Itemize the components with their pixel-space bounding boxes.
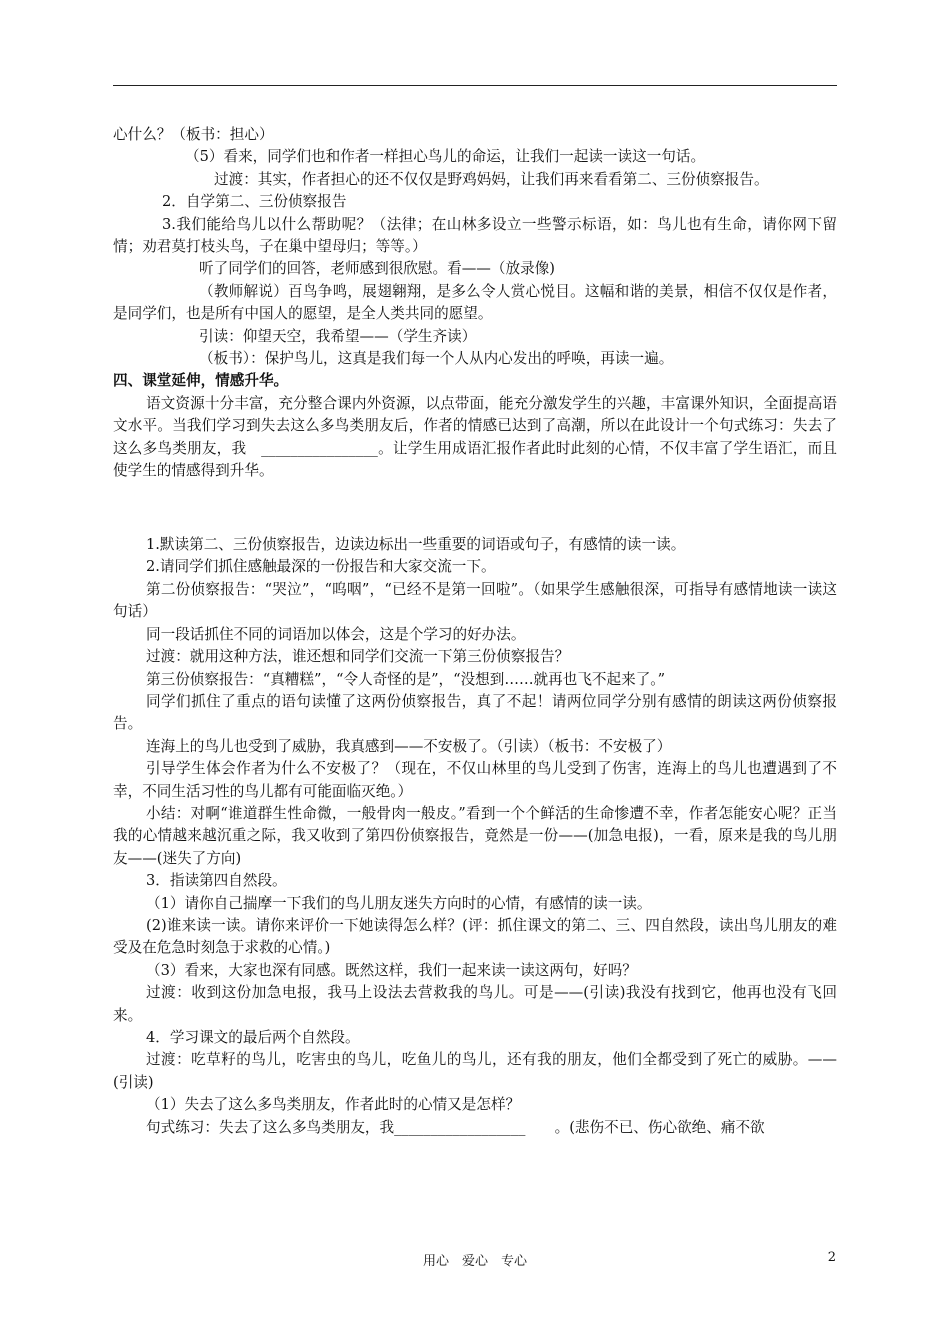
blank-line xyxy=(113,497,837,519)
section-heading: 四、课堂延伸，情感升华。 xyxy=(113,372,289,390)
paragraph: （1）失去了这么多鸟类朋友，作者此时的心情又是怎样？ xyxy=(146,1096,521,1114)
footer-motto: 用心 爱心 专心 xyxy=(422,1254,527,1269)
paragraph: 小结：对啊“谁道群生性命微，一般骨肉一般皮。”看到一个个鲜活的生命惨遭不幸，作者怎能安心呢？正当我的心情越来越沉重之际，我又收到了第四份侦察报告，竟然是一份——(加急电报)，一看，原来是我的鸟儿朋友——(迷失了方向) xyxy=(113,804,837,867)
paragraph: 同学们抓住了重点的语句读懂了这两份侦察报告，真了不起！请两位同学分别有感情的朗读这两份侦察报告。 xyxy=(113,692,837,733)
paragraph: 连海上的鸟儿也受到了威胁，我真感到——不安极了。（引读）（板书：不安极了） xyxy=(146,737,672,755)
paragraph: 1.默读第二、三份侦察报告，边读边标出一些重要的词语或句子，有感情的读一读。 xyxy=(146,536,686,554)
paragraph: 引读：仰望天空，我希望——（学生齐读） xyxy=(199,327,477,345)
paragraph: 语文资源十分丰富，充分整合课内外资源，以点带面，能充分激发学生的兴趣，丰富课外知识，全面提高语文水平。当我们学习到失去这么多鸟类朋友后，作者的情感已达到了高潮，所以在此设计一个句式练习：失去了这么多鸟类朋友，我 ________________。让学生用成语汇报作者此时此刻的心情，不仅丰富了学生语汇，而且使学生的情感得到升华。 xyxy=(113,394,837,480)
paragraph: （教师解说）百鸟争鸣，展翅翱翔，是多么令人赏心悦目。这幅和谐的美景，相信不仅仅是作者，是同学们，也是所有中国人的愿望，是全人类共同的愿望。 xyxy=(113,282,837,323)
paragraph: 引导学生体会作者为什么不安极了？（现在，不仅山林里的鸟儿受到了伤害，连海上的鸟儿也遭遇到了不幸，不同生活习性的鸟儿都有可能面临灭绝。） xyxy=(113,760,837,800)
paragraph: 心什么？（板书：担心） xyxy=(113,126,274,143)
paragraph: 2.请同学们抓住感触最深的一份报告和大家交流一下。 xyxy=(146,558,496,576)
paragraph: （5）看来，同学们也和作者一样担心鸟儿的命运，让我们一起读一读这一句话。 xyxy=(185,148,706,166)
paragraph: （3）看来，大家也深有同感。既然这样，我们一起来读一读这两句，好吗？ xyxy=(146,961,637,979)
document-body xyxy=(113,124,837,1139)
page-number: 2 xyxy=(827,1250,836,1265)
paragraph: 过渡：其实，作者担心的还不仅仅是野鸡妈妈，让我们再来看看第二、三份侦察报告。 xyxy=(214,170,769,188)
paragraph: 第三份侦察报告：“真糟糕”，“令人奇怪的是”，“没想到……就再也飞不起来了。” xyxy=(146,670,666,688)
paragraph: （板书）：保护鸟儿，这真是我们每一个人从内心发出的呼唤，再读一遍。 xyxy=(199,350,674,368)
paragraph: 3．指读第四自然段。 xyxy=(146,872,287,890)
paragraph: 过渡：就用这种方法，谁还想和同学们交流一下第三份侦察报告？ xyxy=(146,648,570,666)
paragraph: 3.我们能给鸟儿以什么帮助呢？（法律；在山林多设立一些警示标语，如：鸟儿也有生命，请你网下留情；劝君莫打枝头鸟，子在巢中望母归；等等。） xyxy=(113,215,837,256)
paragraph: 句式练习：失去了这么多鸟类朋友，我__________________ 。(悲伤不已、伤心欲绝、痛不欲 xyxy=(146,1118,765,1136)
paragraph: 第二份侦察报告：“哭泣”，“呜咽”，“已经不是第一回啦”。（如果学生感触很深，可指导有感情地读一读这句话） xyxy=(113,580,837,621)
paragraph: 过渡：收到这份加急电报，我马上设法去营救我的鸟儿。可是——(引读)我没有找到它，他再也没有飞回来。 xyxy=(113,984,837,1024)
paragraph: 2．自学第二、三份侦察报告 xyxy=(162,193,347,211)
paragraph: （1）请你自己揣摩一下我们的鸟儿朋友迷失方向时的心情，有感情的读一读。 xyxy=(146,894,652,912)
paragraph: 听了同学们的回答，老师感到很欣慰。看——（放录像) xyxy=(199,260,555,278)
paragraph: 4．学习课文的最后两个自然段。 xyxy=(146,1029,360,1047)
paragraph: 同一段话抓住不同的词语加以体会，这是个学习的好办法。 xyxy=(146,625,526,643)
paragraph: (2)谁来读一读。请你来评价一下她读得怎么样？(评：抓住课文的第二、三、四自然段，读出鸟儿朋友的难受及在危急时刻急于求救的心情。) xyxy=(113,916,837,957)
header-rule xyxy=(113,85,837,86)
paragraph: 过渡：吃草籽的鸟儿，吃害虫的鸟儿，吃鱼儿的鸟儿，还有我的朋友，他们全都受到了死亡的威胁。——(引读) xyxy=(113,1051,837,1091)
